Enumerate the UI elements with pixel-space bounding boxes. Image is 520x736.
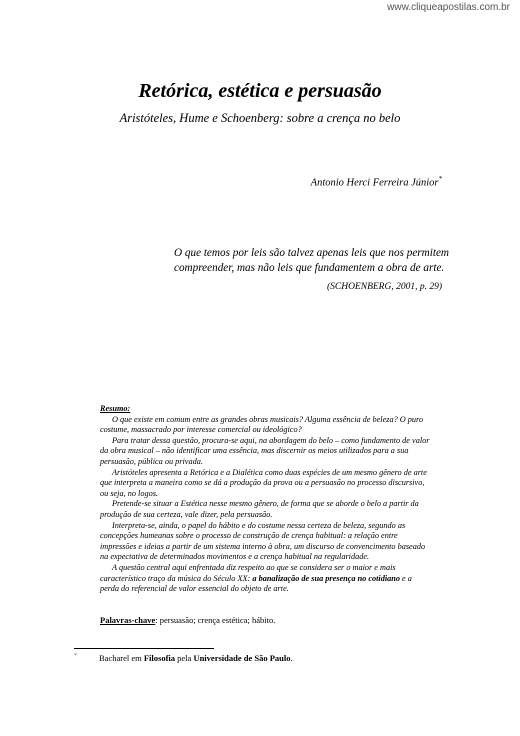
- abstract-paragraph: Aristóteles apresenta a Retórica e a Dialética como duas espécies de um mesmo gênero de arte que interpreta a maneira como se dá a produção da prova ou a persuasão no processo discursivo, ou seja, no logos.: [100, 467, 427, 498]
- epigraph-quote: O que temos por leis são talvez apenas leis que nos permitem compreender, mas não leis que fundamentem a obra de arte.: [174, 247, 449, 274]
- author-name: Antonio Herci Ferreira Júnior: [310, 177, 439, 189]
- document-subtitle: Aristóteles, Hume e Schoenberg: sobre a crença no belo: [119, 111, 401, 125]
- abstract-paragraph: O que existe em comum entre as grandes obras musicais? Alguma essência de beleza? O puro costume, massacrado por interesse comercial ou ideológico?: [100, 414, 424, 435]
- abstract-paragraph-final: A questão central aqui enfrentada diz respeito ao que se considera ser o maior e mais característico traço da música do Século XX: a banalização de sua presença no cotidiano e a perda do referencial de valor essencial do objeto de arte.: [100, 562, 412, 594]
- abstract-paragraph: Para tratar dessa questão, procura-se aqui, na abordagem do belo – como fundamento de valor da obra musical – não identificar uma essência, mas discernir os meios utilizados para a sua persuasão, pública ou privada.: [100, 435, 430, 466]
- abstract-section: [100, 404, 430, 595]
- author-footnote-mark: *: [438, 175, 442, 183]
- footnote-mark: *: [74, 653, 77, 659]
- abstract-paragraph: Interpreta-se, ainda, o papel do hábito e do costume nessa certeza de beleza, segundo as concepções humeanas sobre o processo de construção de crença habitual: a relação entre impressões e ideias a partir de um sistema interno à obra, um discurso de convencimento baseado na expectativa de determinados movimentos e a crença habitual na regularidade.: [100, 520, 426, 562]
- abstract-emphasis: a banalização de sua presença no cotidiano: [252, 573, 400, 583]
- document-title: Retórica, estética e persuasão: [138, 80, 382, 102]
- footnote-field: Filosofia: [143, 653, 176, 663]
- footnote-institution: Universidade de São Paulo: [193, 653, 291, 663]
- keywords-line: [100, 615, 430, 625]
- epigraph-source: (SCHOENBERG, 2001, p. 29): [326, 282, 442, 292]
- footnote-divider: [74, 648, 214, 649]
- abstract-paragraph: Pretende-se situar a Estética nesse mesmo gênero, de forma que se aborde o belo a partir da produção de sua certeza, vale dizer, pela persuasão.: [100, 499, 419, 519]
- keywords-text: : persuasão; crença estética; hábito.: [155, 615, 276, 625]
- keywords-label: Palavras-chave: [100, 615, 156, 625]
- footnote: * Bacharel em Filosofia pela Universidade de São Paulo.: [74, 653, 293, 663]
- abstract-label: Resumo:: [100, 404, 131, 413]
- author-line: [311, 175, 442, 189]
- site-watermark: www.cliqueapostilas.com.br: [387, 2, 510, 13]
